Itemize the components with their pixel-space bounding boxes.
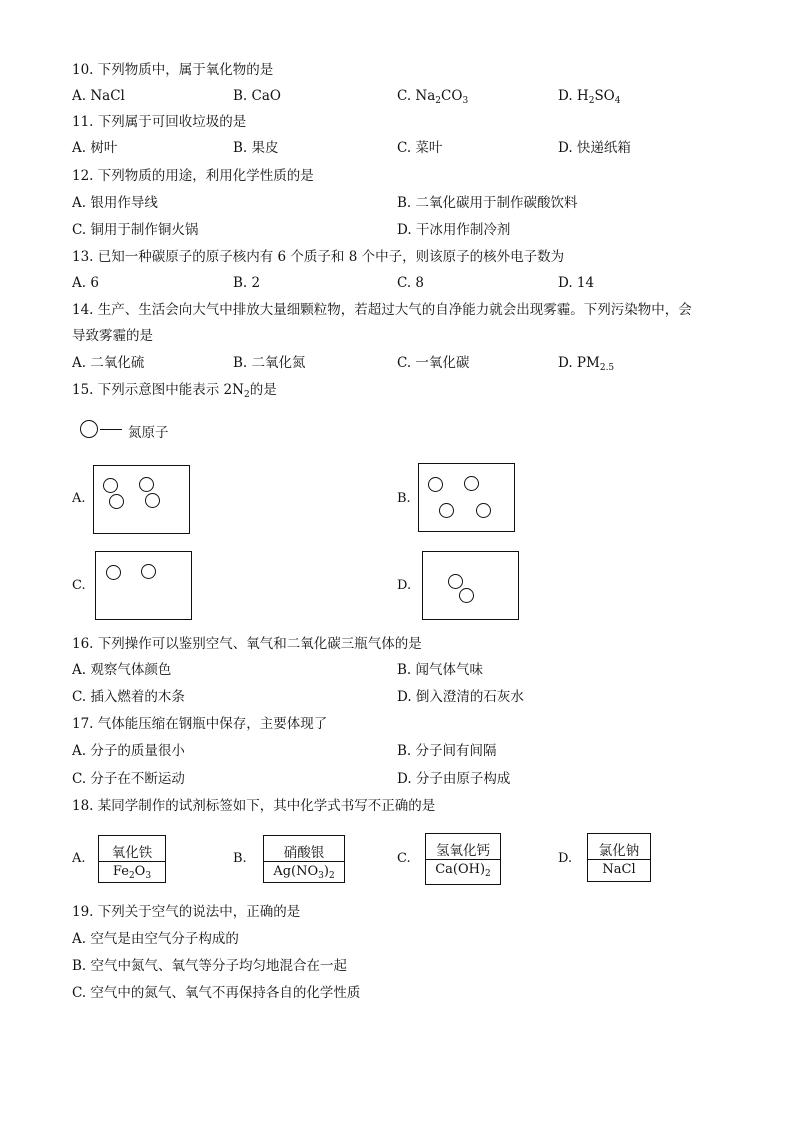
q10-stem: 10. 下列物质中，属于氧化物的是	[72, 62, 274, 78]
q16-stem: 16. 下列操作可以鉴别空气、氧气和二氧化碳三瓶气体的是	[72, 636, 422, 652]
reagent-formula	[99, 864, 165, 879]
nitrogen-atom-legend-icon	[80, 420, 98, 438]
q10-option-a: A. NaCl	[72, 88, 125, 104]
q18-option-a-label: A.	[72, 851, 86, 866]
label-divider	[264, 861, 344, 862]
q15-option-d-label: D.	[397, 578, 412, 593]
q13-option-b: B. 2	[233, 275, 261, 291]
q11-stem: 11. 下列属于可回收垃圾的是	[72, 114, 247, 130]
nitrogen-atom	[428, 477, 443, 492]
q13-stem: 13. 已知一种碳原子的原子核内有 6 个质子和 8 个中子，则该原子的核外电子数为	[72, 249, 565, 265]
q10-c-sub1: 2	[435, 96, 442, 106]
q10-c-pre: C. Na	[397, 88, 436, 104]
q16-option-b: B. 闻气体气味	[397, 662, 484, 678]
reagent-formula	[264, 864, 344, 879]
q10-option-d	[558, 88, 621, 104]
q14-option-b: B. 二氧化氮	[233, 355, 306, 371]
formula-sub: 3	[318, 871, 324, 881]
legend-label: 氮原子	[128, 425, 169, 441]
label-divider	[99, 861, 165, 862]
reagent-label-a	[98, 835, 166, 883]
formula-part: NaCl	[602, 862, 636, 877]
q10-option-b: B. CaO	[233, 88, 281, 104]
q10-option-c	[397, 88, 468, 104]
reagent-label-c	[425, 833, 501, 885]
reagent-name: 氧化铁	[111, 845, 153, 861]
formula-sub: 2	[128, 871, 135, 881]
reagent-name: 氯化钠	[598, 843, 640, 859]
formula-part: )	[323, 864, 329, 879]
formula-sub: 2	[328, 871, 335, 881]
q11-option-d: D. 快递纸箱	[558, 140, 631, 156]
reagent-name: 硝酸银	[283, 845, 325, 861]
reagent-label-b	[263, 835, 345, 883]
formula-part: Fe	[112, 864, 129, 879]
q10-d-sub2: 4	[614, 96, 621, 106]
q15-option-c-label: C.	[72, 578, 86, 593]
q16-option-a: A. 观察气体颜色	[72, 662, 172, 678]
nitrogen-atom	[106, 565, 121, 580]
formula-sub: 2	[485, 869, 491, 879]
nitrogen-atom	[476, 503, 491, 518]
reagent-label-d	[587, 833, 651, 882]
formula-sub: 3	[145, 871, 152, 881]
q10-d-pre: D. H	[558, 88, 589, 104]
nitrogen-atom	[109, 494, 124, 509]
q12-option-b: B. 二氧化碳用于制作碳酸饮料	[397, 195, 578, 211]
q18-option-b-label: B.	[233, 851, 247, 866]
q12-stem: 12. 下列物质的用途，利用化学性质的是	[72, 168, 314, 184]
q14-d-pre: D. PM	[558, 355, 600, 371]
q12-option-d: D. 干冰用作制冷剂	[397, 222, 511, 238]
q11-option-c: C. 菜叶	[397, 140, 443, 156]
q10-c-mid: CO	[441, 88, 463, 104]
nitrogen-atom	[145, 493, 160, 508]
q10-d-mid: SO	[594, 88, 615, 104]
q18-option-d-label: D.	[558, 851, 573, 866]
q15-option-a-label: A.	[72, 491, 86, 506]
nitrogen-atom	[103, 478, 118, 493]
q14-option-a: A. 二氧化硫	[72, 355, 145, 371]
q17-option-a: A. 分子的质量很小	[72, 743, 185, 759]
q12-option-a: A. 银用作导线	[72, 195, 158, 211]
q15-option-d-diagram	[422, 551, 519, 620]
q11-option-b: B. 果皮	[233, 140, 279, 156]
q19-option-a: A. 空气是由空气分子构成的	[72, 931, 239, 947]
reagent-name: 氢氧化钙	[436, 843, 490, 859]
q15-option-b-label: B.	[397, 491, 411, 506]
q13-option-a: A. 6	[72, 275, 99, 291]
q19-option-c: C. 空气中的氮气、氧气不再保持各自的化学性质	[72, 985, 361, 1001]
nitrogen-atom	[464, 476, 479, 491]
legend-dash	[100, 429, 122, 430]
q15-stem-post: 的是	[249, 382, 277, 398]
q12-option-c: C. 铜用于制作铜火锅	[72, 222, 199, 238]
q17-option-b: B. 分子间有间隔	[397, 743, 497, 759]
q10-c-sub2: 3	[462, 96, 469, 106]
q17-stem: 17. 气体能压缩在钢瓶中保存，主要体现了	[72, 716, 328, 732]
q17-option-c: C. 分子在不断运动	[72, 771, 185, 787]
nitrogen-atom	[139, 477, 154, 492]
q16-option-d: D. 倒入澄清的石灰水	[397, 689, 524, 705]
reagent-formula	[426, 862, 500, 877]
q15-stem	[72, 382, 277, 398]
q18-stem: 18. 某同学制作的试剂标签如下，其中化学式书写不正确的是	[72, 798, 436, 814]
q14-stem-line1: 14. 生产、生活会向大气中排放大量细颗粒物，若超过大气的自净能力就会出现雾霾。下列污染物中，会	[72, 302, 692, 318]
q15-option-a-diagram	[93, 465, 190, 534]
q10-d-sub1: 2	[588, 96, 595, 106]
q14-option-d	[558, 355, 614, 371]
nitrogen-atom	[448, 574, 463, 589]
label-divider	[426, 859, 500, 860]
formula-part: Ca(OH)	[435, 862, 486, 877]
nitrogen-atom	[141, 564, 156, 579]
nitrogen-atom	[439, 503, 454, 518]
q15-option-b-diagram	[418, 463, 515, 532]
q15-option-c-diagram	[95, 551, 192, 620]
q14-stem-line2: 导致雾霾的是	[72, 328, 153, 344]
reagent-formula	[588, 862, 650, 877]
formula-part: O	[134, 864, 146, 879]
q18-option-c-label: C.	[397, 851, 411, 866]
q15-stem-sub: 2	[243, 390, 250, 400]
q14-option-c: C. 一氧化碳	[397, 355, 470, 371]
formula-part: Ag(NO	[273, 864, 319, 879]
q19-stem: 19. 下列关于空气的说法中，正确的是	[72, 904, 301, 920]
q13-option-c: C. 8	[397, 275, 425, 291]
nitrogen-atom	[459, 588, 474, 603]
q11-option-a: A. 树叶	[72, 140, 118, 156]
q15-stem-pre: 15. 下列示意图中能表示 2N	[72, 382, 244, 398]
q16-option-c: C. 插入燃着的木条	[72, 689, 185, 705]
q14-d-sub: 2.5	[599, 363, 615, 373]
q13-option-d: D. 14	[558, 275, 595, 291]
q17-option-d: D. 分子由原子构成	[397, 771, 511, 787]
q19-option-b: B. 空气中氮气、氧气等分子均匀地混合在一起	[72, 958, 348, 974]
label-divider	[588, 859, 650, 860]
